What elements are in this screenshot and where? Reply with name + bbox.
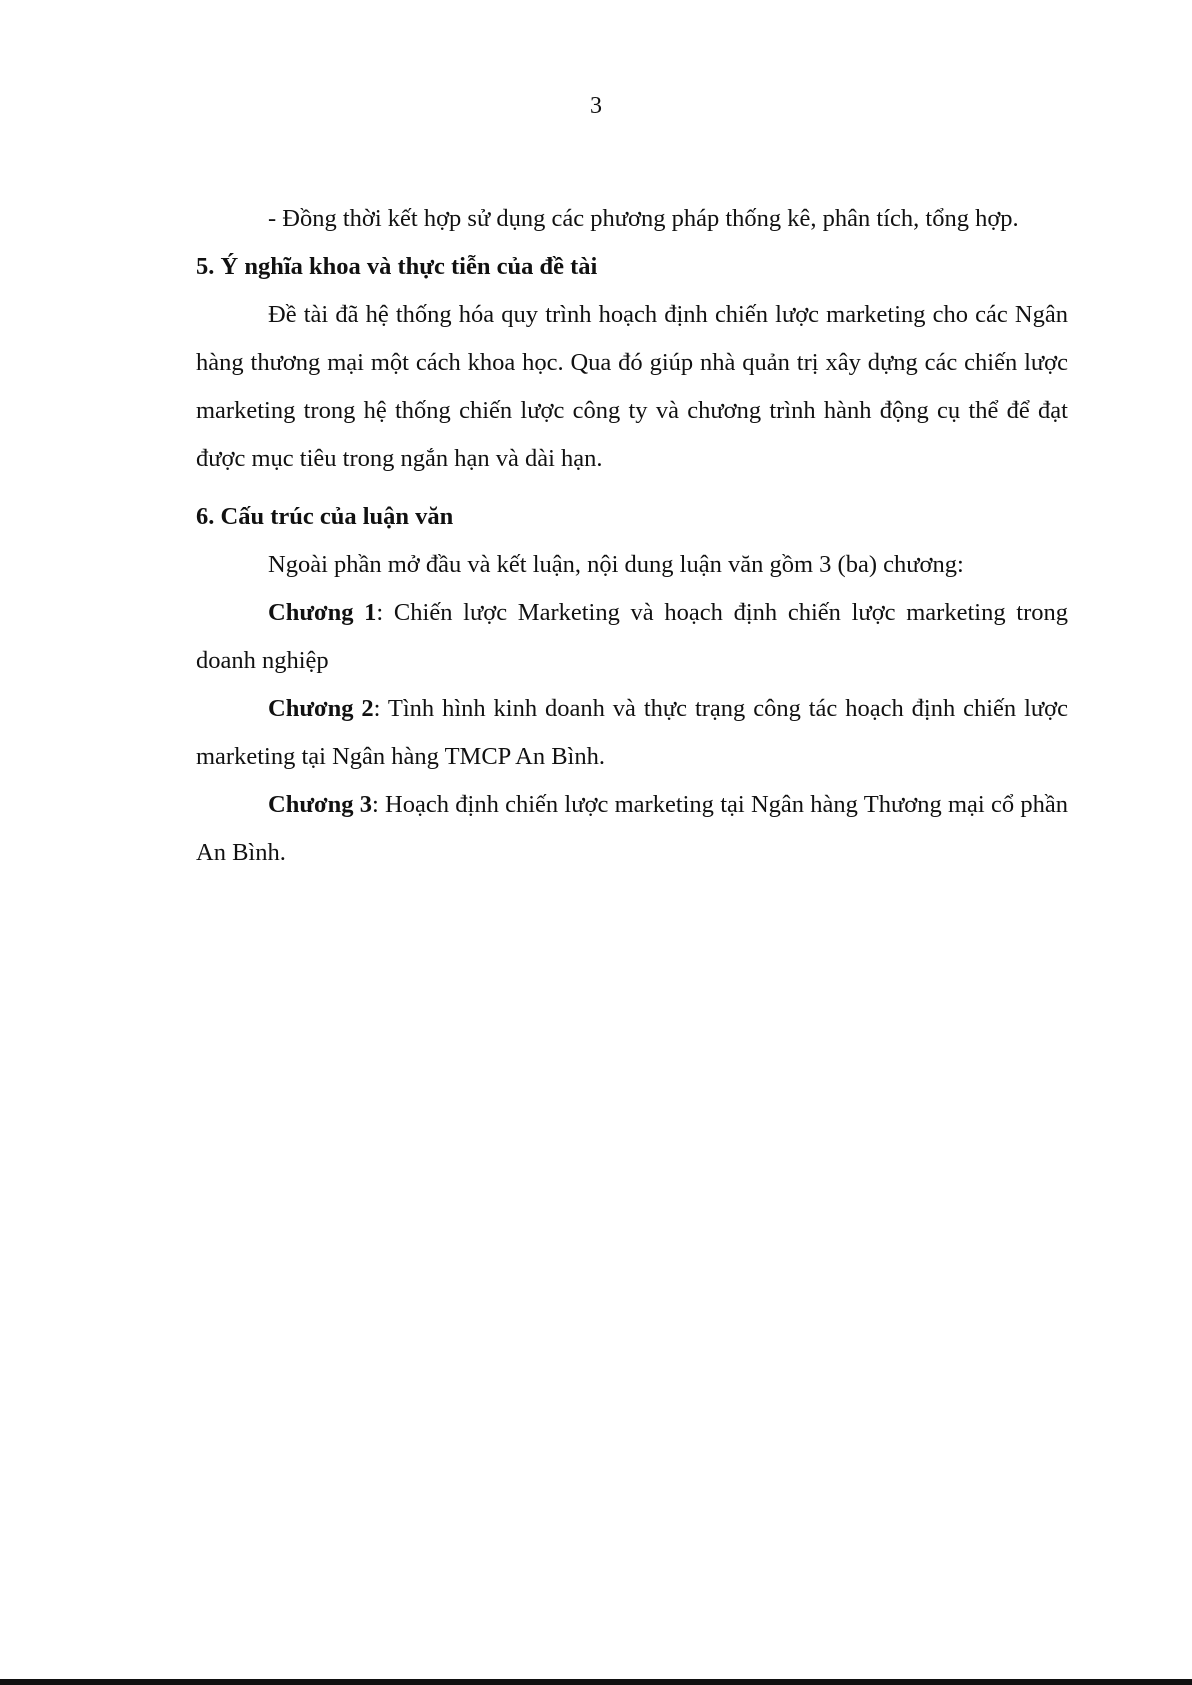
page-number: 3 <box>590 93 602 119</box>
chapter-1-paragraph <box>196 589 1068 685</box>
chapter-3-paragraph <box>196 781 1068 877</box>
chapter-2-label: Chương 2 <box>268 695 374 722</box>
section-6-heading: 6. Cấu trúc của luận văn <box>196 503 454 530</box>
methods-paragraph: - Đồng thời kết hợp sử dụng các phương pháp thống kê, phân tích, tổng hợp. <box>268 205 1019 232</box>
chapter-2-paragraph <box>196 685 1068 781</box>
bottom-border <box>0 1679 1192 1685</box>
chapter-2-text: : Tình hình kinh doanh và thực trạng công tác hoạch định chiến lược marketing tại Ngân hàng TMCP An Bình. <box>196 695 1068 770</box>
document-body <box>196 195 1068 877</box>
chapter-1-label: Chương 1 <box>268 599 377 626</box>
section-5-heading: 5. Ý nghĩa khoa và thực tiễn của đề tài <box>196 253 598 280</box>
section-6-intro: Ngoài phần mở đầu và kết luận, nội dung luận văn gồm 3 (ba) chương: <box>268 551 964 578</box>
section-5-paragraph: Đề tài đã hệ thống hóa quy trình hoạch định chiến lược marketing cho các Ngân hàng thương mại một cách khoa học. Qua đó giúp nhà quản trị xây dựng các chiến lược marketing trong hệ thống chiến lược công ty và chương trình hành động cụ thể để đạt được mục tiêu trong ngắn hạn và dài hạn. <box>196 301 1068 472</box>
chapter-3-label: Chương 3 <box>268 791 372 818</box>
chapter-1-text: : Chiến lược Marketing và hoạch định chiến lược marketing trong doanh nghiệp <box>196 599 1068 674</box>
chapter-3-text: : Hoạch định chiến lược marketing tại Ngân hàng Thương mại cổ phần An Bình. <box>196 791 1068 866</box>
